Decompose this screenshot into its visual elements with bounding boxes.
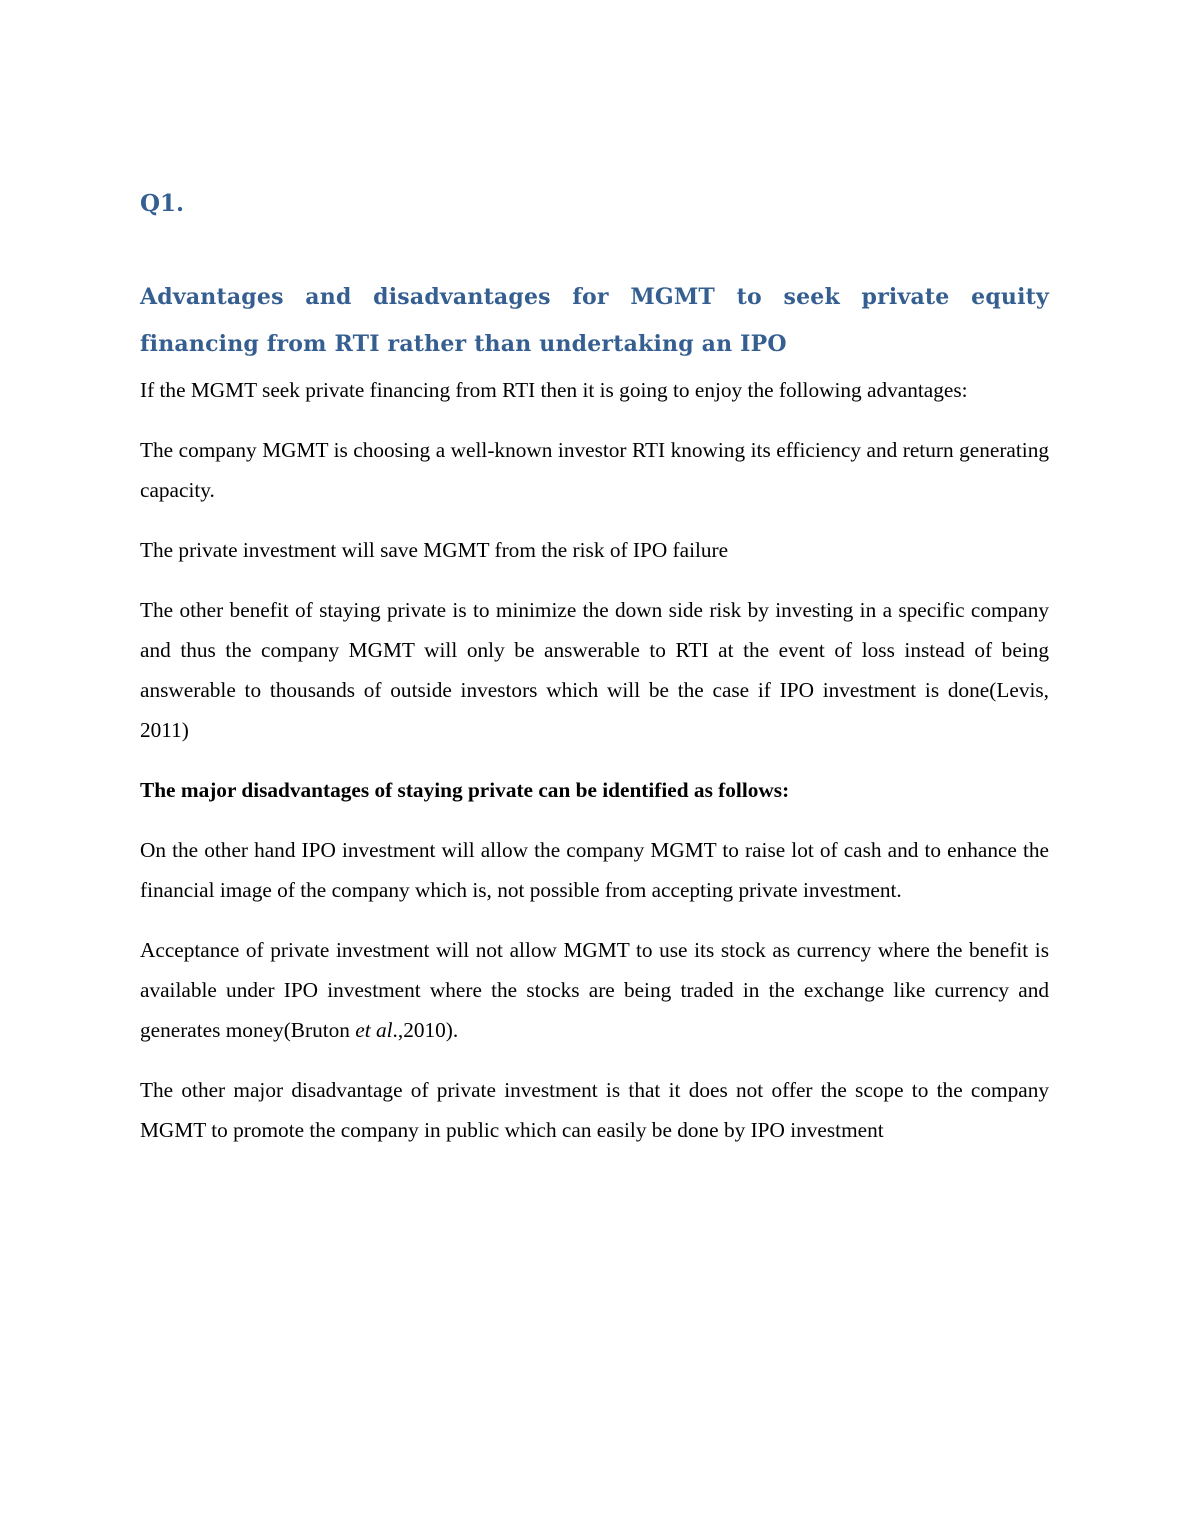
- intro-paragraph: If the MGMT seek private financing from RTI then it is going to enjoy the following advantages:: [140, 378, 968, 402]
- advantage-paragraph-3: The other benefit of staying private is to minimize the down side risk by investing in a specific company and thus the company MGMT will only be answerable to RTI at the event of loss instead of being answerable to thousands of outside investors which will be the case if IPO investment is done(Levis, 2011): [140, 598, 1049, 742]
- disadvantage-paragraph-2-text: Acceptance of private investment will not allow MGMT to use its stock as currency where the benefit is available under IPO investment where the stocks are being traded in the exchange like currency and generates money(Bruton: [140, 938, 1049, 1042]
- disadvantage-paragraph-1: On the other hand IPO investment will allow the company MGMT to raise lot of cash and to enhance the financial image of the company which is, not possible from accepting private investment.: [140, 838, 1049, 902]
- section-heading: Advantages and disadvantages for MGMT to seek private equity financing from RTI rather than undertaking an IPO: [140, 284, 1049, 357]
- disadvantage-paragraph-3: The other major disadvantage of private investment is that it does not offer the scope to the company MGMT to promote the company in public which can easily be done by IPO investment: [140, 1078, 1049, 1142]
- advantage-paragraph-2: The private investment will save MGMT from the risk of IPO failure: [140, 538, 729, 562]
- advantage-paragraph-1: The company MGMT is choosing a well-known investor RTI knowing its efficiency and return generating capacity.: [140, 438, 1049, 502]
- disadvantage-paragraph-2: [140, 930, 1049, 1050]
- question-label: Q1.: [140, 190, 185, 217]
- citation-et-al: et al: [355, 1018, 393, 1042]
- body-text: [140, 370, 1049, 1170]
- disadvantages-heading: The major disadvantages of staying private can be identified as follows:: [140, 778, 790, 802]
- citation-year: .,2010).: [392, 1018, 459, 1042]
